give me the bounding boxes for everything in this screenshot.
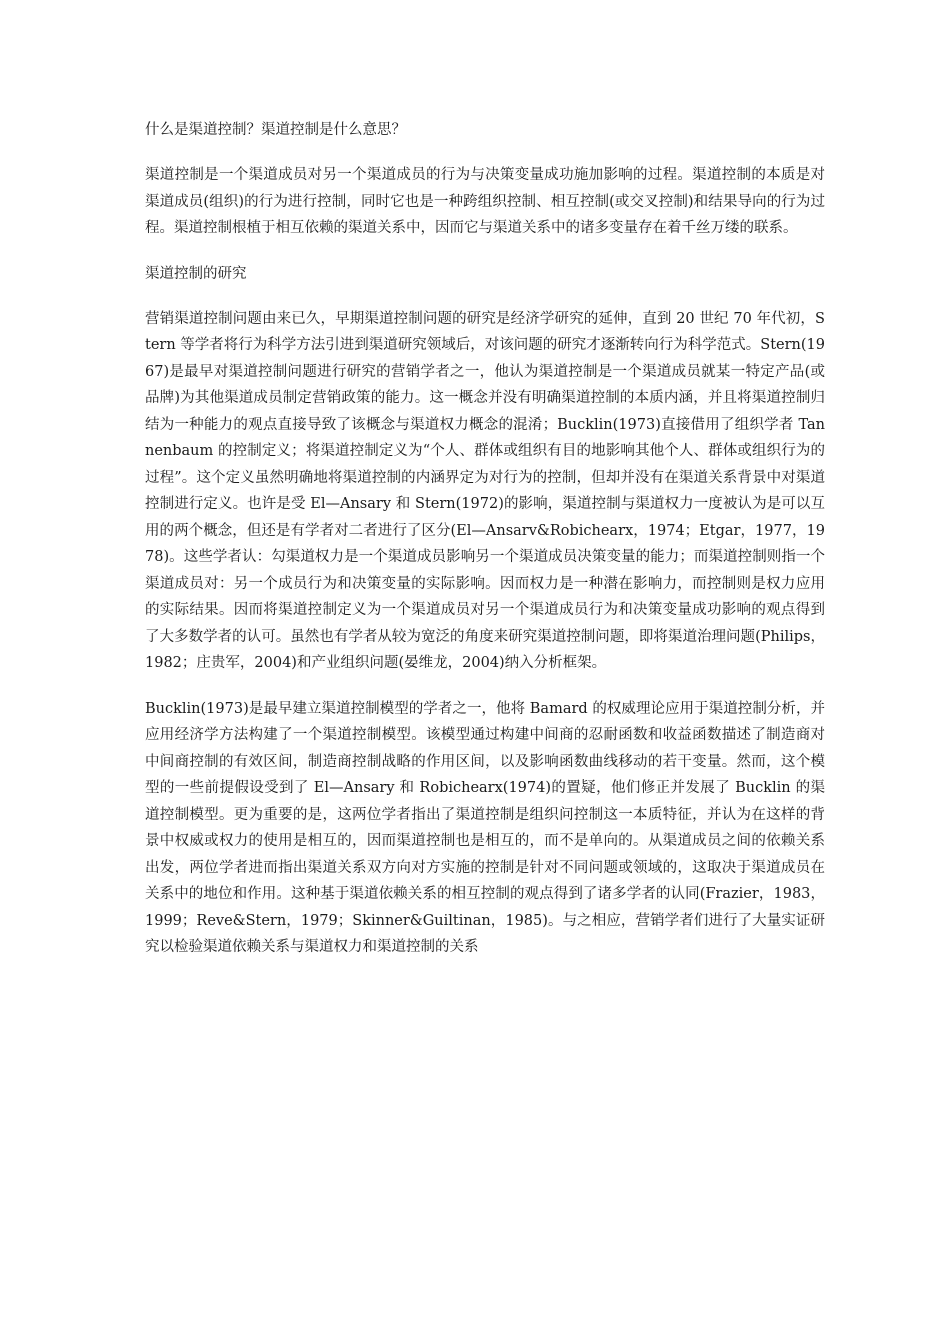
question-title: 什么是渠道控制？渠道控制是什么意思？ <box>145 122 406 138</box>
section-title: 渠道控制的研究 <box>145 265 247 282</box>
definition-paragraph: 渠道控制是一个渠道成员对另一个渠道成员的行为与决策变量成功施加影响的过程。渠道控制的本质是对渠道成员(组织)的行为进行控制，同时它也是一种跨组织控制、相互控制(或交叉控制)和结果导向的行为过程。渠道控制根植于相互依赖的渠道关系中，因而它与渠道关系中的诸多变量存在着千丝万缕的联系。 <box>145 167 825 236</box>
research-paragraph-2: Bucklin(1973)是最早建立渠道控制模型的学者之一，他将 Bamard 的权威理论应用于渠道控制分析，并应用经济学方法构建了一个渠道控制模型。该模型通过构建中间商的忍耐函数和收益函数描述了制造商对中间商控制的有效区间，制造商控制战略的作用区间，以及影响函数曲线移动的若干变量。然而，这个模型的一些前提假设受到了 El—Ansary 和 Robichearx(1974)的置疑，他们修正并发展了 Bucklin 的渠道控制模型。更为重要的是，这两位学者指出了渠道控制是组织问控制这一本质特征，并认为在这样的背景中权威或权力的使用是相互的，因而渠道控制也是相互的，而不是单向的。从渠道成员之间的依赖关系出发，两位学者进而指出渠道关系双方向对方实施的控制是针对不同问题或领域的，这取决于渠道成员在关系中的地位和作用。这种基于渠道依赖关系的相互控制的观点得到了诸多学者的认同(Frazier，1983，1999；Reve&Stern，1979；Skinner&Guiltinan，1985)。与之相应，营销学者们进行了大量实证研究以检验渠道依赖关系与渠道权力和渠道控制的关系 <box>145 700 825 955</box>
research-paragraph-1: 营销渠道控制问题由来已久，早期渠道控制问题的研究是经济学研究的延伸，直到 20 世纪 70 年代初，Stern 等学者将行为科学方法引进到渠道研究领域后，对该问题的研究才逐渐转向行为科学范式。Stern(1967)是最早对渠道控制问题进行研究的营销学者之一，他认为渠道控制是一个渠道成员就某一特定产品(或品牌)为其他渠道成员制定营销政策的能力。这一概念并没有明确渠道控制的本质内涵，并且将渠道控制归结为一种能力的观点直接导致了该概念与渠道权力概念的混淆；Bucklin(1973)直接借用了组织学者 Tannenbaum 的控制定义；将渠道控制定义为“个人、群体或组织有目的地影响其他个人、群体或组织行为的过程”。这个定义虽然明确地将渠道控制的内涵界定为对行为的控制，但却并没有在渠道关系背景中对渠道控制进行定义。也许是受 El—Ansary 和 Stern(1972)的影响，渠道控制与渠道权力一度被认为是可以互用的两个概念，但还是有学者对二者进行了区分(El—Ansarv&Robichearx，1974；Etgar，1977，1978)。这些学者认：勾渠道权力是一个渠道成员影响另一个渠道成员决策变量的能力；而渠道控制则指一个渠道成员对：另一个成员行为和决策变量的实际影响。因而权力是一种潜在影响力，而控制则是权力应用的实际结果。因而将渠道控制定义为一个渠道成员对另一个渠道成员行为和决策变量成功影响的观点得到了大多数学者的认可。虽然也有学者从较为宽泛的角度来研究渠道控制问题，即将渠道治理问题(Philips，1982；庄贵军，2004)和产业组织问题(晏维龙，2004)纳入分析框架。 <box>145 310 826 671</box>
document-page <box>145 117 825 980</box>
